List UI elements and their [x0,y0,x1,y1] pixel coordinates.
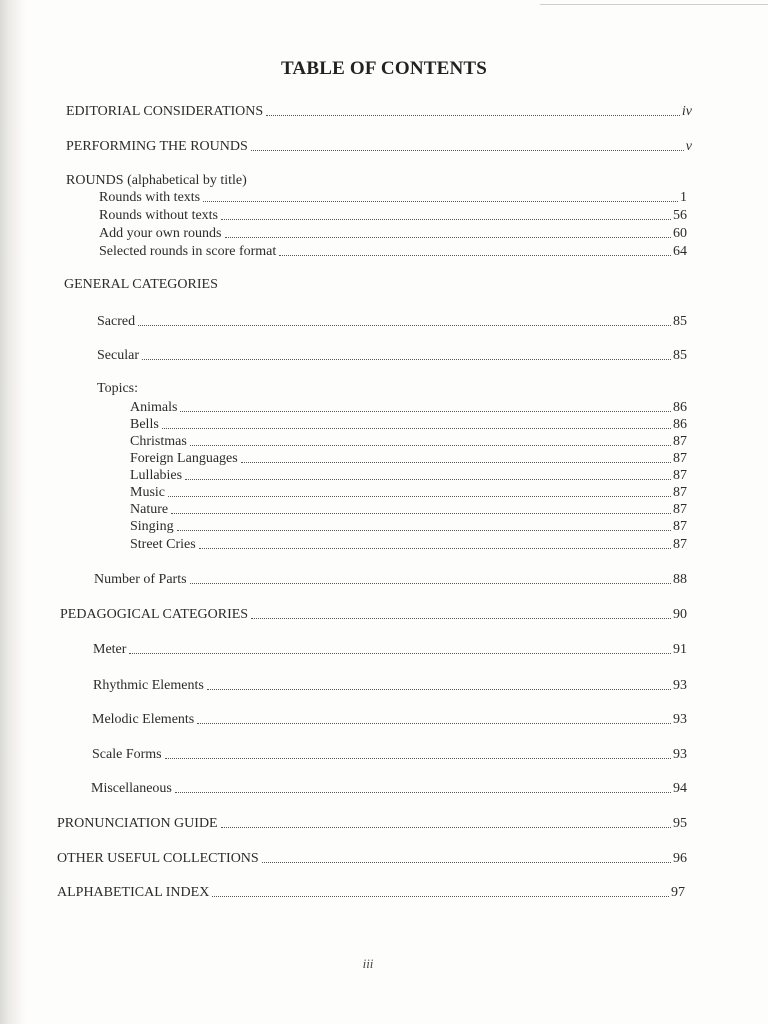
toc-entry-label: Selected rounds in score format [99,244,277,259]
toc-entry-page: 60 [673,226,687,241]
toc-entry-page: 87 [673,451,687,466]
toc-entry-page: 95 [673,816,687,831]
toc-entry-label: Street Cries [130,537,196,552]
toc-entry-page: 64 [673,244,687,259]
toc-entry-alphabetical-index[interactable] [57,883,685,901]
toc-entry-nature[interactable] [130,500,687,518]
toc-entry-label: Singing [130,519,174,534]
toc-entry-label: Rounds without texts [99,208,219,223]
toc-entry-page: 87 [673,537,687,552]
toc-entry-label: Animals [130,400,178,415]
dot-leader [177,530,671,531]
dot-leader [197,723,671,724]
dot-leader [203,201,678,202]
dot-leader [190,583,671,584]
toc-entry-label: Christmas [130,434,187,449]
toc-entry-street-cries[interactable] [130,535,687,553]
toc-entry-label: Music [130,485,165,500]
toc-entry-label: Rounds with texts [99,190,201,205]
toc-entry-label: EDITORIAL CONSIDERATIONS [66,104,264,119]
dot-leader [225,237,672,238]
dot-leader [138,325,671,326]
toc-entry-rhythmic-elements[interactable] [93,676,687,694]
dot-leader [190,445,671,446]
toc-entry-label: PERFORMING THE ROUNDS [66,139,248,154]
section-heading-general: GENERAL CATEGORIES [64,277,218,292]
toc-entry-rounds-without-texts[interactable] [99,206,687,224]
dot-leader [180,411,671,412]
dot-leader [165,758,671,759]
toc-entry-scale-forms[interactable] [92,745,687,763]
dot-leader [241,462,671,463]
toc-entry-page: 96 [673,851,687,866]
toc-entry-performing[interactable] [66,137,692,155]
toc-entry-page: 87 [673,434,687,449]
toc-entry-animals[interactable] [130,398,687,416]
toc-entry-label: ALPHABETICAL INDEX [57,885,210,900]
toc-entry-melodic-elements[interactable] [92,710,687,728]
toc-entry-label: Foreign Languages [130,451,238,466]
toc-entry-label: Meter [93,642,127,657]
toc-entry-editorial[interactable] [66,102,692,120]
toc-entry-rounds-with-texts[interactable] [99,188,687,206]
dot-leader [175,792,671,793]
toc-entry-page: 93 [673,747,687,762]
toc-entry-page: 1 [680,190,687,205]
toc-entry-page: 93 [673,712,687,727]
toc-entry-page: 87 [673,502,687,517]
toc-entry-selected-rounds[interactable] [99,242,687,260]
toc-entry-label: Miscellaneous [91,781,172,796]
dot-leader [266,115,680,116]
dot-leader [279,255,671,256]
dot-leader [207,689,671,690]
toc-entry-page: 88 [673,572,687,587]
toc-entry-add-your-own[interactable] [99,224,687,242]
toc-entry-page: 86 [673,400,687,415]
toc-entry-page: 87 [673,519,687,534]
toc-entry-other-collections[interactable] [57,849,687,867]
toc-entry-label: Nature [130,502,169,517]
dot-leader [221,219,671,220]
toc-entry-page: 86 [673,417,687,432]
dot-leader [251,618,671,619]
toc-entry-miscellaneous[interactable] [91,779,687,797]
toc-entry-page: 87 [673,485,687,500]
toc-entry-number-of-parts[interactable] [94,570,687,588]
toc-entry-label: Secular [97,348,139,363]
section-heading-rounds: ROUNDS (alphabetical by title) [66,173,247,188]
scan-edge-line [540,4,768,5]
toc-entry-label: Bells [130,417,159,432]
page-edge-shadow [0,0,26,1024]
page-number-footer: iii [362,956,374,971]
page-title: TABLE OF CONTENTS [280,58,488,79]
toc-entry-label: Number of Parts [94,572,187,587]
toc-entry-lullabies[interactable] [130,466,687,484]
toc-entry-label: Melodic Elements [92,712,195,727]
toc-entry-page: iv [681,104,692,119]
toc-entry-page: 97 [671,885,685,900]
toc-entry-label: PEDAGOGICAL CATEGORIES [60,607,249,622]
toc-entry-foreign-languages[interactable] [130,449,687,467]
toc-entry-page: 87 [673,468,687,483]
toc-entry-pronunciation-guide[interactable] [57,814,687,832]
dot-leader [212,896,669,897]
toc-entry-label: Lullabies [130,468,183,483]
toc-entry-label: Add your own rounds [99,226,222,241]
dot-leader [162,428,671,429]
dot-leader [199,548,671,549]
dot-leader [262,862,671,863]
dot-leader [171,513,671,514]
toc-entry-page: 91 [673,642,687,657]
toc-entry-page: 90 [673,607,687,622]
toc-entry-sacred[interactable] [97,312,687,330]
toc-entry-page: 56 [673,208,687,223]
dot-leader [251,150,684,151]
toc-entry-label: PRONUNCIATION GUIDE [57,816,218,831]
toc-entry-label: Scale Forms [92,747,162,762]
toc-entry-page: 93 [673,678,687,693]
toc-entry-label: OTHER USEFUL COLLECTIONS [57,851,259,866]
dot-leader [129,653,671,654]
section-heading-topics: Topics: [97,381,139,396]
toc-entry-bells[interactable] [130,415,687,433]
toc-entry-singing[interactable] [130,517,687,535]
dot-leader [185,479,671,480]
toc-entry-page: 85 [673,314,687,329]
toc-entry-meter[interactable] [93,640,687,658]
toc-entry-secular[interactable] [97,346,687,364]
toc-entry-label: Rhythmic Elements [93,678,204,693]
toc-entry-page: 94 [673,781,687,796]
toc-entry-page: 85 [673,348,687,363]
dot-leader [168,496,671,497]
dot-leader [221,827,671,828]
toc-entry-page: v [685,139,692,154]
toc-entry-label: Sacred [97,314,136,329]
toc-entry-music[interactable] [130,483,687,501]
toc-entry-pedagogical[interactable] [60,605,687,623]
dot-leader [142,359,671,360]
toc-entry-christmas[interactable] [130,432,687,450]
